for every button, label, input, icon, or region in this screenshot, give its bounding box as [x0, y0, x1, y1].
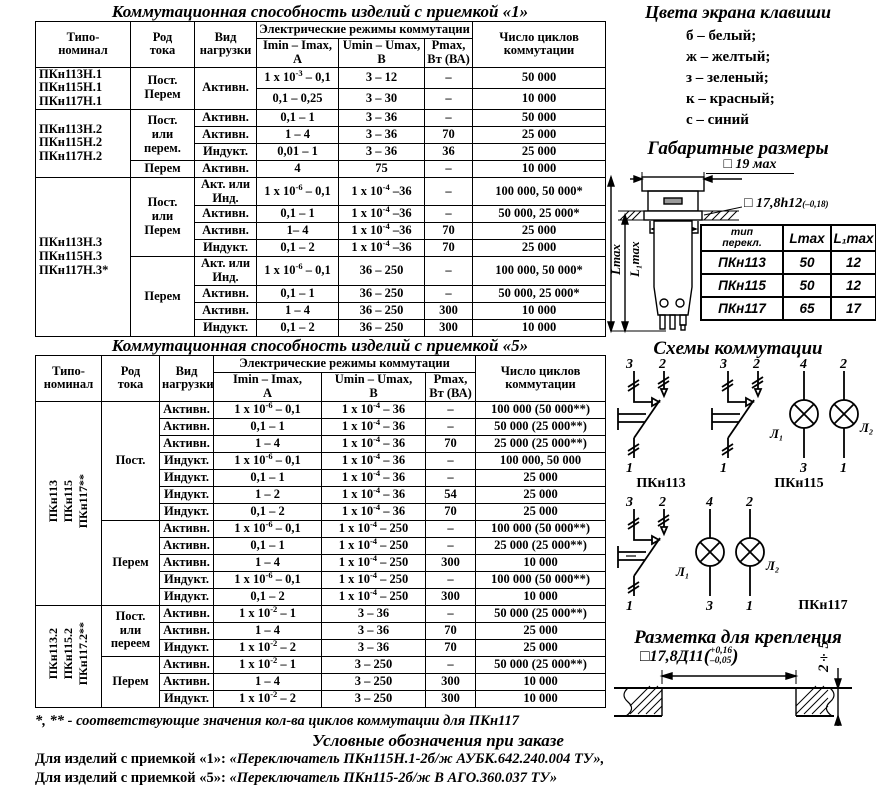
dim-178h12-value: □ 17,8h12 [744, 196, 803, 211]
cell: 100 000 (50 000**) [476, 520, 606, 537]
cell: – [426, 656, 476, 673]
cell: 1 х $10^{-4} - 36$ [322, 418, 426, 435]
cell: 50 000 (25 000**) [476, 605, 606, 622]
cell: 0,1 – 2 [214, 588, 322, 605]
cell: 36 – 250 [339, 257, 425, 286]
cell: 3 – 36 [339, 126, 425, 143]
cell: 3 – 36 [322, 639, 426, 656]
cell: 1 х $10^{-6} - 0,1$ [214, 571, 322, 588]
lamp-label: Л₂ [766, 558, 780, 573]
dim-178h12-label [744, 196, 829, 212]
terminal-label: 3 [800, 461, 807, 474]
cell: Типо- номинал [36, 356, 102, 402]
cell: – [426, 418, 476, 435]
cell: Индукт. [160, 571, 214, 588]
terminal-label: 2 [746, 495, 753, 510]
cell: Активн. [195, 109, 257, 126]
cell: 70 [426, 435, 476, 452]
order-line-1-prefix: Для изделий с приемкой «1»: [35, 751, 226, 767]
cell: 3 – 36 [339, 109, 425, 126]
order-title: Условные обозначения при заказе [312, 731, 564, 750]
cell: – [426, 520, 476, 537]
cell: Пост. Перем [131, 67, 195, 109]
cell: 300 [426, 673, 476, 690]
scheme-113-drawing [618, 371, 669, 458]
cell: 10 000 [476, 588, 606, 605]
cell: 10 000 [476, 690, 606, 707]
cell: – [425, 257, 473, 286]
cell: 70 [426, 639, 476, 656]
cell: – [426, 605, 476, 622]
footnote: *, ** - соответствующие значения кол-ва циклов коммутации для ПКн117 [35, 713, 519, 729]
cell: 1 х $10^{-3} - 0,1$ [257, 67, 339, 88]
cell: Индукт. [160, 639, 214, 656]
order-line-2-value: «Переключатель ПКн115-2б/ж В АГО.360.037 ТУ» [229, 770, 558, 786]
cell: 50 [783, 251, 831, 274]
color-item: с – синий [686, 112, 749, 128]
cell: Активн. [195, 67, 257, 109]
cell: ПКн117 [701, 297, 783, 320]
cell: 0,1 – 1 [257, 206, 339, 223]
terminal-label: 2 [659, 357, 666, 372]
scheme-115-drawing [712, 371, 858, 458]
cell: ПКн113.2 ПКн115.2 ПКн117.2** [36, 605, 102, 707]
cell: Индукт. [160, 469, 214, 486]
cell: 36 [425, 143, 473, 160]
cell: 100 000, 50 000* [473, 177, 606, 206]
cell: Вид нагрузки [160, 356, 214, 402]
tolerance-plus: +0,16 [710, 646, 733, 657]
cell: 0,1 – 1 [214, 469, 322, 486]
cell: 10 000 [473, 319, 606, 336]
cell: 0,1 – 1 [257, 109, 339, 126]
cell: 50 000, 25 000* [473, 206, 606, 223]
cell: Активн. [160, 537, 214, 554]
cell: Активн. [160, 520, 214, 537]
terminal-label: 3 [720, 357, 727, 372]
cell: 300 [425, 302, 473, 319]
cell: Электрические режимы коммутации [214, 356, 476, 373]
color-item: к – красный; [686, 91, 775, 107]
cell: 25 000 [473, 126, 606, 143]
cell: Активн. [195, 126, 257, 143]
cell: 1 х $10^{-4} - 250$ [322, 520, 426, 537]
terminal-label: 3 [626, 357, 633, 372]
cell: 50 000 [473, 67, 606, 88]
cell: 1 – 4 [214, 673, 322, 690]
cell: 75 [339, 160, 425, 177]
terminal-label: 3 [626, 495, 633, 510]
cell: Индукт. [195, 240, 257, 257]
mounting-dimension [640, 646, 738, 668]
cell: 3 – 36 [322, 622, 426, 639]
terminal-label: 1 [626, 461, 633, 474]
cell: Пост. [102, 401, 160, 520]
cell: Перем [131, 160, 195, 177]
cell: Активн. [195, 223, 257, 240]
terminal-label: 1 [746, 599, 753, 612]
cell: Активн. [195, 206, 257, 223]
lmax-label: Lmax [608, 243, 623, 275]
cell: Перем [102, 520, 160, 605]
cell: Пост. или перем. [131, 109, 195, 160]
cell: Активн. [160, 656, 214, 673]
cell: 25 000 (25 000**) [476, 537, 606, 554]
cell: 70 [425, 223, 473, 240]
cell: Индукт. [160, 486, 214, 503]
cell: 50 000 [473, 109, 606, 126]
mounting-outline [614, 668, 852, 726]
cell: 1 х $10^{-6} - 0,1$ [214, 520, 322, 537]
cell: 0,01 – 1 [257, 143, 339, 160]
dim-19max-label: □ 19 мах [706, 157, 794, 174]
cell: 10 000 [476, 554, 606, 571]
cell: Род тока [131, 22, 195, 68]
scheme-pkn115 [706, 356, 874, 474]
cell: 3 – 12 [339, 67, 425, 88]
lamp-label: Л₂ [860, 420, 874, 435]
cell: Индукт. [160, 588, 214, 605]
terminal-label: 2 [659, 495, 666, 510]
cell: 3 – 250 [322, 656, 426, 673]
cell: Pmax, Вт (ВА) [425, 39, 473, 68]
cell: 0,1 – 1 [214, 537, 322, 554]
right-pane [606, 0, 876, 801]
cell: – [425, 206, 473, 223]
cell: 25 000 [473, 143, 606, 160]
cell: 10 000 [473, 88, 606, 109]
cell: 0,1 – 0,25 [257, 88, 339, 109]
cell: 1 – 4 [214, 622, 322, 639]
cell: 50 [783, 274, 831, 297]
cell: Lmax [783, 225, 831, 251]
cell: – [425, 285, 473, 302]
cell: 25 000 [473, 240, 606, 257]
cell: 1 – 4 [257, 302, 339, 319]
cell: Индукт. [160, 452, 214, 469]
cell: ПКн113Н.1 ПКн115Н.1 ПКн117Н.1 [36, 67, 131, 109]
cell: 54 [426, 486, 476, 503]
cell: 1 х $10^{-4} - 36$ [322, 401, 426, 418]
cell: – [425, 160, 473, 177]
schemes-title: Схемы коммутации [653, 338, 823, 359]
cell: Imin – Imax, А [214, 373, 322, 402]
cell: 25 000 [476, 639, 606, 656]
cell: Акт. или Инд. [195, 177, 257, 206]
panel-thickness-label: 2÷5 [816, 641, 832, 672]
cell: 1 х $10^{-2} - 1$ [214, 656, 322, 673]
lamp-label: Л₁ [676, 564, 690, 579]
cell: 70 [426, 503, 476, 520]
cell: Активн. [160, 401, 214, 418]
cell: 1 х $10^{-4} - 36$ [322, 435, 426, 452]
cell: 10 000 [473, 160, 606, 177]
scheme-117-drawing [618, 509, 764, 596]
cell: 25 000 (25 000**) [476, 435, 606, 452]
cell: 1 х $10^{-4} - 36$ [322, 503, 426, 520]
cell: 1 х $10^{-4}$ –36 [339, 240, 425, 257]
dim-178h12-tolerance: (–0,18) [802, 199, 829, 209]
cell: 1 х $10^{-6} - 0,1$ [214, 452, 322, 469]
cell: – [425, 109, 473, 126]
cell: 4 [257, 160, 339, 177]
terminal-label: 1 [720, 461, 727, 474]
paren-close: ) [732, 646, 739, 667]
cell: 25 000 [476, 503, 606, 520]
cell: Вид нагрузки [195, 22, 257, 68]
cell: Активн. [160, 554, 214, 571]
cell: Активн. [195, 285, 257, 302]
cell: 100 000 (50 000**) [476, 401, 606, 418]
cell: 50 000, 25 000* [473, 285, 606, 302]
tolerance-minus: –0,05 [710, 656, 732, 666]
cell: 1 – 4 [257, 126, 339, 143]
cell: ПКн113Н.2 ПКн115Н.2 ПКн117Н.2 [36, 109, 131, 177]
cell: Число циклов коммутации [473, 22, 606, 68]
table-acceptance-5 [35, 355, 606, 708]
cell: 100 000, 50 000* [473, 257, 606, 286]
color-item: з – зеленый; [686, 70, 769, 86]
terminal-label: 2 [840, 357, 847, 372]
cell: Перем [131, 257, 195, 337]
dimensions-title: Габаритные размеры [647, 138, 829, 159]
cell: 1 х $10^{-4}$ –36 [339, 206, 425, 223]
key-colors-list [686, 26, 775, 131]
terminal-label: 1 [840, 461, 847, 474]
cell: 1 х $10^{-6} - 0,1$ [257, 177, 339, 206]
cell: – [425, 88, 473, 109]
cell: Индукт. [195, 143, 257, 160]
cell: 25 000 [476, 486, 606, 503]
cell: 1 х $10^{-2} - 1$ [214, 605, 322, 622]
cell: 300 [426, 690, 476, 707]
cell: тип перекл. [701, 225, 783, 251]
cell: 1 х $10^{-4} - 250$ [322, 537, 426, 554]
terminal-label: 4 [800, 357, 807, 372]
cell: Индукт. [160, 690, 214, 707]
cell: 0,1 – 2 [257, 240, 339, 257]
cell: ПКн113 ПКн115 ПКн117** [36, 401, 102, 605]
table1-title: Коммутационная способность изделий с приемкой «1» [111, 2, 529, 21]
cell: 3 – 250 [322, 673, 426, 690]
cell: 1 х $10^{-2} - 2$ [214, 690, 322, 707]
cell: ПКн113 [701, 251, 783, 274]
terminal-label: 2 [753, 357, 760, 372]
cell: 1 х $10^{-4} - 36$ [322, 452, 426, 469]
terminal-label: 3 [706, 599, 713, 612]
cell: 3 – 250 [322, 690, 426, 707]
cell: – [425, 177, 473, 206]
cell: 36 – 250 [339, 285, 425, 302]
cell: 25 000 [473, 223, 606, 240]
cell: 70 [425, 240, 473, 257]
cell: Типо- номинал [36, 22, 131, 68]
paren-open: ( [703, 646, 711, 667]
cell: 0,1 – 2 [214, 503, 322, 520]
cell: Активн. [195, 302, 257, 319]
cell: – [426, 571, 476, 588]
scheme-113-caption: ПКн113 [636, 476, 686, 491]
cell: 25 000 [476, 622, 606, 639]
table-acceptance-1 [35, 21, 606, 337]
color-item: ж – желтый; [686, 49, 771, 65]
cell: Индукт. [195, 319, 257, 336]
cell: Электрические режимы коммутации [257, 22, 473, 39]
cell: 1 х $10^{-4}$ –36 [339, 223, 425, 240]
cell: 1 х $10^{-4}$ –36 [339, 177, 425, 206]
cell: Активн. [160, 435, 214, 452]
cell: 3 – 30 [339, 88, 425, 109]
scheme-115-caption: ПКн115 [774, 476, 824, 491]
cell: 100 000, 50 000 [476, 452, 606, 469]
cell: 300 [426, 554, 476, 571]
cell: 1 – 2 [214, 486, 322, 503]
lamp-label: Л₁ [770, 426, 784, 441]
cell: 50 000 (25 000**) [476, 656, 606, 673]
cell: ПКн113Н.3 ПКн115Н.3 ПКн117Н.3* [36, 177, 131, 336]
cell: Пост. или переем [102, 605, 160, 656]
scheme-pkn113 [612, 356, 707, 474]
cell: 1 – 4 [214, 435, 322, 452]
scheme-117-caption: ПКн117 [798, 598, 848, 613]
cell: L₁max [831, 225, 876, 251]
order-line-1-value: «Переключатель ПКн115Н.1-2б/ж АУБК.642.240.004 ТУ», [229, 751, 605, 767]
cell: Род тока [102, 356, 160, 402]
cell: 70 [425, 126, 473, 143]
cell: 1 х $10^{-2} - 2$ [214, 639, 322, 656]
cell: ПКн115 [701, 274, 783, 297]
order-line-2-prefix: Для изделий с приемкой «5»: [35, 770, 226, 786]
cell: Umin – Umax, В [339, 39, 425, 68]
cell: 0,1 – 2 [257, 319, 339, 336]
cell: 1 х $10^{-4} - 36$ [322, 486, 426, 503]
cell: 12 [831, 274, 876, 297]
cell: Активн. [160, 673, 214, 690]
cell: Число циклов коммутации [476, 356, 606, 402]
terminal-label: 1 [626, 599, 633, 612]
cell: – [426, 469, 476, 486]
cell: 1 х $10^{-4} - 36$ [322, 469, 426, 486]
cell: Активн. [195, 160, 257, 177]
cell: 1– 4 [257, 223, 339, 240]
order-line-1 [35, 751, 604, 768]
cell: 36 – 250 [339, 319, 425, 336]
cell: 25 000 [476, 469, 606, 486]
cell: 0,1 – 1 [214, 418, 322, 435]
mounting-dim-value: □17,8Д11 [640, 648, 704, 665]
cell: – [426, 537, 476, 554]
table2-title: Коммутационная способность изделий с приемкой «5» [111, 336, 529, 355]
l1max-label: L₁max [627, 241, 642, 277]
mounting-tolerance [710, 647, 732, 667]
cell: 3 – 36 [322, 605, 426, 622]
cell: 1 х $10^{-4} - 250$ [322, 588, 426, 605]
cell: Активн. [160, 418, 214, 435]
terminal-label: 4 [706, 495, 713, 510]
cell: 300 [425, 319, 473, 336]
cell: 1 х $10^{-4} - 250$ [322, 571, 426, 588]
cell: Индукт. [160, 503, 214, 520]
cell: 70 [426, 622, 476, 639]
cell: 1 х $10^{-4} - 250$ [322, 554, 426, 571]
cell: 3 – 36 [339, 143, 425, 160]
mounting-title: Разметка для крепления [634, 627, 842, 648]
cell: – [426, 452, 476, 469]
cell: Перем [102, 656, 160, 707]
cell: 0,1 – 1 [257, 285, 339, 302]
cell: 1 – 4 [214, 554, 322, 571]
cell: 17 [831, 297, 876, 320]
key-colors-title: Цвета экрана клавиши [645, 2, 831, 22]
cell: Pmax, Вт (ВА) [426, 373, 476, 402]
cell: Пост. или Перем [131, 177, 195, 257]
cell: Активн. [160, 622, 214, 639]
cell: Imin – Imax, А [257, 39, 339, 68]
cell: 1 х $10^{-6} - 0,1$ [257, 257, 339, 286]
cell: 300 [426, 588, 476, 605]
cell: Активн. [160, 605, 214, 622]
cell: Umin – Umax, В [322, 373, 426, 402]
mounting-drawing [614, 668, 864, 728]
order-line-2 [35, 770, 557, 787]
cell: 10 000 [476, 673, 606, 690]
cell: – [425, 67, 473, 88]
color-item: б – белый; [686, 28, 757, 44]
length-table [700, 224, 876, 321]
cell: – [426, 401, 476, 418]
cell: 100 000 (50 000**) [476, 571, 606, 588]
cell: 10 000 [473, 302, 606, 319]
cell: 65 [783, 297, 831, 320]
scheme-pkn117 [612, 494, 780, 612]
cell: 12 [831, 251, 876, 274]
cell: 1 х $10^{-6} - 0,1$ [214, 401, 322, 418]
cell: Акт. или Инд. [195, 257, 257, 286]
cell: 36 – 250 [339, 302, 425, 319]
cell: 50 000 (25 000**) [476, 418, 606, 435]
